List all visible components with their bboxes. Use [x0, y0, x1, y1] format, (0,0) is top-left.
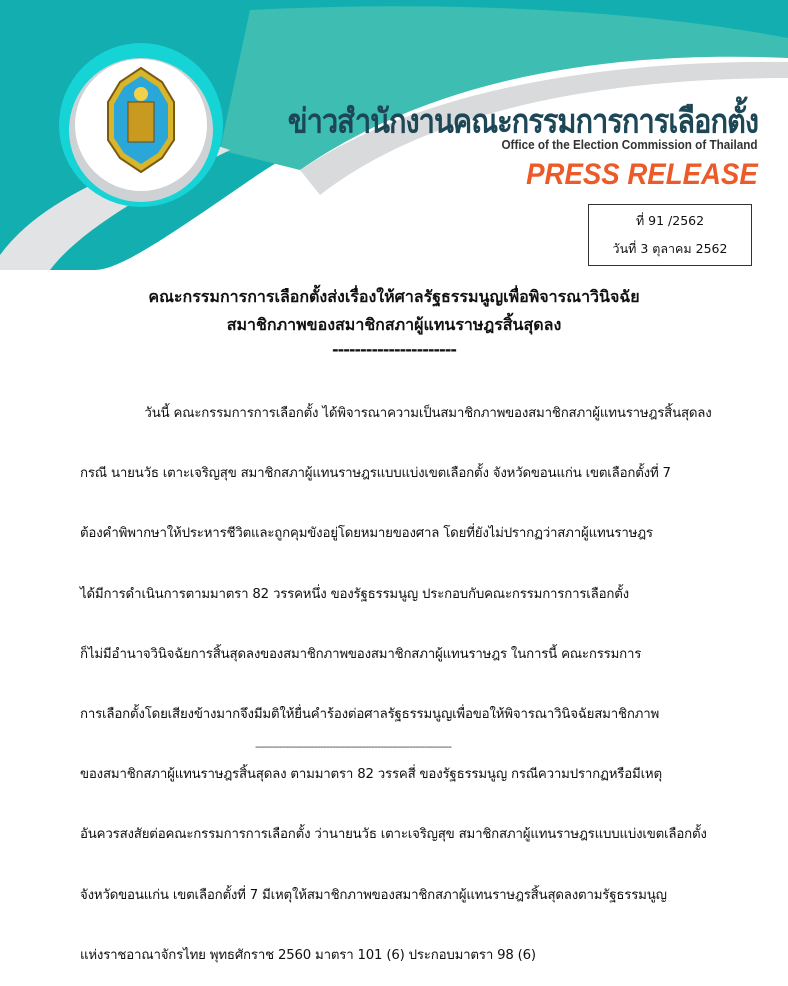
org-english-title: Office of the Election Commission of Thailand	[501, 137, 758, 152]
reference-date: วันที่ 3 ตุลาคม 2562	[612, 241, 728, 256]
footer-divider: ------------------------------------------------------------------	[255, 740, 451, 753]
body-line: ก็ไม่มีอำนาจวินิจฉัยการสิ้นสุดลงของสมาชิกภาพของสมาชิกสภาผู้แทนราษฎร ในการนี้ คณะกรรมการ	[80, 646, 642, 662]
body-line: ได้มีการดำเนินการตามมาตรา 82 วรรคหนึ่ง ของรัฐธรรมนูญ ประกอบกับคณะกรรมการการเลือกตั้ง	[80, 586, 629, 602]
body-line: ของสมาชิกสภาผู้แทนราษฎรสิ้นสุดลง ตามมาตรา 82 วรรคสี่ ของรัฐธรรมนูญ กรณีความปรากฏหรือมีเหตุ	[80, 767, 662, 783]
election-commission-logo	[82, 62, 200, 180]
body-line: จังหวัดขอนแก่น เขตเลือกตั้งที่ 7 มีเหตุให้สมาชิกภาพของสมาชิกสภาผู้แทนราษฎรสิ้นสุดลงตามรัฐธรรมนูญ	[80, 887, 667, 903]
body-line: การเลือกตั้งโดยเสียงข้างมากจึงมีมติให้ยื่นคำร้องต่อศาลรัฐธรรมนูญเพื่อขอให้พิจารณาวินิจฉัยสมาชิกภาพ	[80, 706, 660, 722]
reference-number: ที่ 91 /2562	[635, 213, 705, 228]
press-release-label: PRESS RELEASE	[526, 158, 758, 191]
org-thai-title: ข่าวสำนักงานคณะกรรมการการเลือกตั้ง	[287, 101, 758, 141]
body-text	[80, 369, 760, 986]
body-line: อันควรสงสัยต่อคณะกรรมการการเลือกตั้ง ว่านายนวัธ เตาะเจริญสุข สมาชิกสภาผู้แทนราษฎรแบบแบ่งเขตเลือกตั้ง	[80, 827, 707, 843]
reference-box	[588, 204, 752, 266]
body-line: วันนี้ คณะกรรมการการเลือกตั้ง ได้พิจารณาความเป็นสมาชิกภาพของสมาชิกสภาผู้แทนราษฎรสิ้นสุดลง	[80, 406, 712, 421]
headline-divider: ----------------------	[331, 340, 457, 359]
body-line: ต้องคำพิพากษาให้ประหารชีวิตและถูกคุมขังอยู่โดยหมายของศาล โดยที่ยังไม่ปรากฏว่าสภาผู้แทนราษฎร	[80, 526, 653, 542]
headline-line-2: สมาชิกภาพของสมาชิกสภาผู้แทนราษฎรสิ้นสุดลง	[226, 315, 562, 334]
headline-line-1: คณะกรรมการการเลือกตั้งส่งเรื่องให้ศาลรัฐธรรมนูญเพื่อพิจารณาวินิจฉัย	[148, 287, 640, 306]
body-line: กรณี นายนวัธ เตาะเจริญสุข สมาชิกสภาผู้แทนราษฎรแบบแบ่งเขตเลือกตั้ง จังหวัดขอนแก่น เขตเลือกตั้งที่ 7	[80, 466, 671, 482]
body-line: แห่งราชอาณาจักรไทย พุทธศักราช 2560 มาตรา 101 (6) ประกอบมาตรา 98 (6)	[80, 947, 536, 963]
